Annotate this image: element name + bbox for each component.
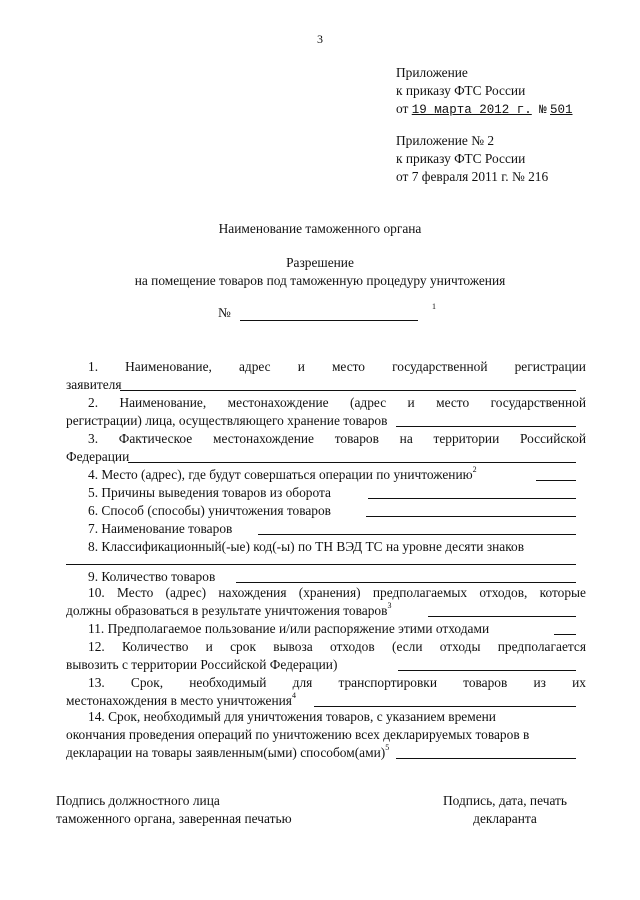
appendix-top [396, 64, 573, 119]
item-14-footnote: 5 [385, 742, 390, 752]
item-10-footnote: 3 [387, 600, 392, 610]
appendix-2-line2: к приказу ФТС России [396, 151, 526, 166]
item-2-line2: регистрации) лица, осуществляющего хранение товаров [66, 413, 388, 428]
item-4-footnote: 2 [472, 464, 477, 474]
appendix-top-date-value: 19 марта 2012 г. [411, 103, 532, 117]
signature-right [430, 792, 580, 828]
appendix-2-line3: от 7 февраля 2011 г. № 216 [396, 169, 549, 184]
item-12-line1: 12. Количество и срок вывоза отходов (если отходы предполагается [88, 639, 586, 654]
signature-left-line2: таможенного органа, заверенная печатью [56, 811, 292, 826]
item-14-line2: окончания проведения операций по уничтожению всех декларируемых товаров в [66, 727, 530, 742]
appendix-top-line1: Приложение [396, 65, 468, 80]
item-13-word: 13. [88, 675, 105, 690]
signature-left-line1: Подпись должностного лица [56, 793, 220, 808]
item-1-line2: заявителя [66, 377, 122, 392]
number-field-line [240, 320, 418, 321]
item-13-label: местонахождения в место уничтожения [66, 693, 292, 708]
item-10-label: должны образоваться в результате уничтожения товаров [66, 603, 388, 618]
item-1-word: адрес [238, 359, 271, 374]
item-1-line1 [88, 358, 586, 376]
item-1-word: регистрации [514, 359, 586, 374]
item-10-line2 [66, 602, 391, 620]
appendix-2 [396, 132, 548, 186]
item-13-word: Срок, [130, 675, 164, 690]
item-6-label: 6. Способ (способы) уничтожения товаров [88, 503, 331, 518]
page-number: 3 [317, 32, 323, 46]
number-footnote: 1 [432, 302, 436, 311]
item-11-label: 11. Предполагаемое пользование и/или распоряжение этими отходами [88, 621, 490, 636]
appendix-top-date-prefix: от [396, 101, 409, 116]
item-1-word: 1. [88, 359, 99, 374]
item-4-label: 4. Место (адрес), где будут совершаться операции по уничтожению [88, 467, 473, 482]
item-5-label: 5. Причины выведения товаров из оборота [88, 485, 331, 500]
item-11-field-line [554, 634, 576, 635]
item-13-word: из [533, 675, 546, 690]
item-2-field-line [396, 426, 576, 427]
item-3-line2: Федерации [66, 449, 130, 464]
item-12-line2: вывозить с территории Российской Федерации) [66, 657, 338, 672]
item-2-line1: 2. Наименование, местонахождение (адрес и место государственной [88, 395, 586, 410]
signature-right-line2: декларанта [473, 811, 537, 826]
item-5-field-line [368, 498, 576, 499]
item-14-label: декларации на товары заявленным(ыми) способом(ами) [66, 745, 386, 760]
item-1-word: место [331, 359, 366, 374]
item-13-word: транспортировки [338, 675, 437, 690]
appendix-top-date-line [396, 100, 573, 119]
item-1-field-line [120, 390, 576, 391]
item-9-field-line [236, 582, 576, 583]
item-13-word: товаров [463, 675, 508, 690]
item-13-word: для [292, 675, 313, 690]
item-10-line1: 10. Место (адрес) нахождения (хранения) предполагаемых отходов, которые [88, 585, 586, 600]
item-9-label: 9. Количество товаров [88, 569, 216, 584]
item-13-footnote: 4 [291, 690, 296, 700]
item-8-label: 8. Классификационный(-ые) код(-ы) по ТН ВЭД ТС на уровне десяти знаков [88, 539, 525, 554]
item-12-field-line [398, 670, 576, 671]
item-1-word: государственной [392, 359, 488, 374]
item-14-line3 [66, 744, 389, 762]
signature-right-line1: Подпись, дата, печать [443, 793, 567, 808]
item-13-word: необходимый [189, 675, 267, 690]
item-4-text [88, 466, 477, 484]
document-title: Разрешение [286, 255, 354, 270]
item-14-field-line [396, 758, 576, 759]
customs-body-label: Наименование таможенного органа [218, 221, 422, 236]
item-1-word: Наименование, [125, 359, 212, 374]
document-subtitle: на помещение товаров под таможенную процедуру уничтожения [134, 273, 506, 288]
item-13-word: их [572, 675, 586, 690]
item-14-line1: 14. Срок, необходимый для уничтожения товаров, с указанием времени [88, 709, 496, 724]
item-10-field-line [428, 616, 576, 617]
item-7-field-line [258, 534, 576, 535]
item-4-field-line [536, 480, 576, 481]
signature-left [56, 792, 292, 828]
item-3-field-line [128, 462, 576, 463]
appendix-top-line2: к приказу ФТС России [396, 83, 526, 98]
item-8-field-line [66, 564, 576, 565]
item-13-line1 [88, 674, 586, 692]
item-6-field-line [366, 516, 576, 517]
item-1-word: и [297, 359, 305, 374]
number-label: № [218, 305, 231, 320]
appendix-top-number-sign: № [539, 103, 547, 117]
item-7-label: 7. Наименование товаров [88, 521, 233, 536]
item-3-line1: 3. Фактическое местонахождение товаров на территории Российской [88, 431, 586, 446]
item-13-field-line [314, 706, 576, 707]
appendix-top-number-value: 501 [550, 103, 573, 117]
appendix-2-line1: Приложение № 2 [396, 133, 495, 148]
